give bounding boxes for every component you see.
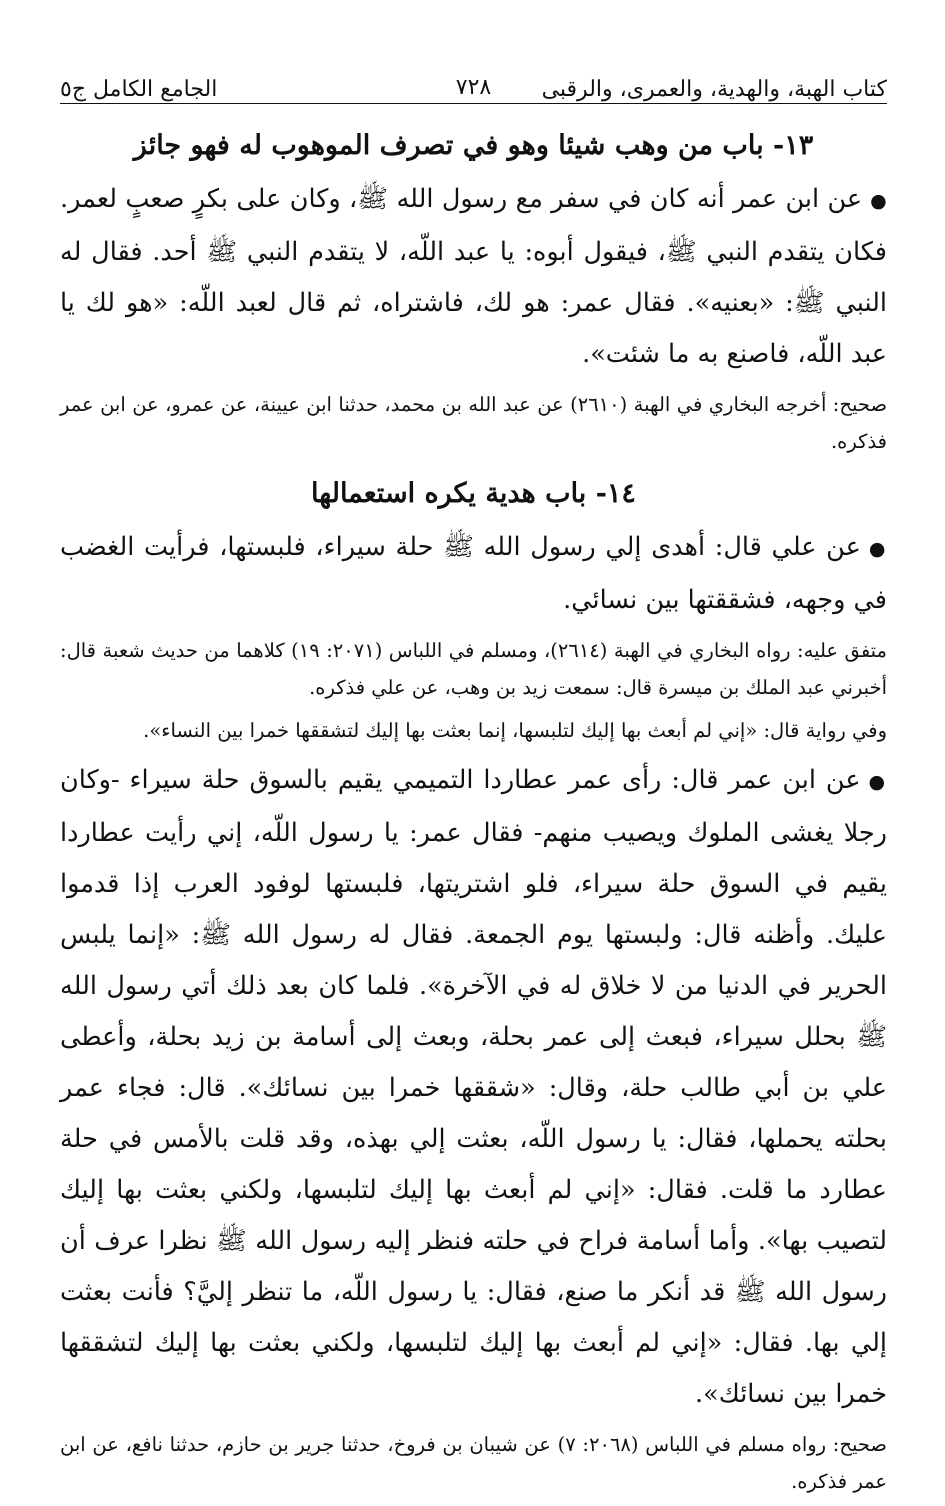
chapter-14-takhrij-1: متفق عليه: رواه البخاري في الهبة (٢٦١٤)، ومسلم في اللباس (٢٠٧١: ١٩) كلاهما من حديث شعبة قال: أخبرني عبد الملك بن ميسرة قال: سمعت زيد بن وهب، عن علي فذكره. xyxy=(60,639,888,699)
hadith-text: عن ابن عمر قال: رأى عمر عطاردا التميمي يقيم بالسوق حلة سيراء -وكان رجلا يغشى الملوك ويصيب منهم- فقال عمر: يا رسول اللّه، إني رأيت عطاردا يقيم في السوق حلة سيراء، فلو اشتريتها، فلبستها لوفود العرب إذا قدموا عليك. وأظنه قال: ولبستها يوم الجمعة. فقال له رسول الله ﷺ: «إنما يلبس الحرير في الدنيا من لا خلاق له في الآخرة». فلما كان بعد ذلك أتي رسول الله ﷺ بحلل سيراء، فبعث إلى عمر بحلة، وبعث إلى أسامة بن زيد بحلة، وأعطى علي بن أبي طالب حلة، وقال: «شققها خمرا بين نسائك». قال: فجاء عمر بحلته يحملها، فقال: يا رسول اللّه، بعثت إلي بهذه، وقد قلت بالأمس في حلة عطارد ما قلت. فقال: «إني لم أبعث بها إليك لتلبسها، ولكني بعثت بها إليك لتصيب بها». وأما أسامة فراح في حلته فنظر إليه رسول الله ﷺ نظرا عرف أن رسول الله ﷺ قد أنكر ما صنع، فقال: يا رسول اللّه، ما تنظر إليَّ؟ فأنت بعثت إلي بها. فقال: «إني لم أبعث بها إليك لتلبسها، ولكني بعثت بها إليك لتشققها خمرا بين نسائك». xyxy=(60,765,887,1409)
header-rule xyxy=(60,103,887,104)
chapter-14-title: ١٤- باب هدية يكره استعمالها xyxy=(311,478,636,509)
chapter-14-hadith-2 xyxy=(60,755,887,1420)
chapter-14-hadith-1 xyxy=(60,522,887,626)
page-content xyxy=(60,118,887,1506)
book-running-title: الجامع الكامل ج٥ xyxy=(60,77,218,102)
bullet-icon: ● xyxy=(870,190,887,212)
page-number: ٧٢٨ xyxy=(455,75,492,100)
chapter-14-takhrij-2: صحيح: رواه مسلم في اللباس (٢٠٦٨: ٧) عن شيبان بن فروخ، حدثنا جرير بن حازم، حدثنا نافع، عن ابن عمر فذكره. xyxy=(60,1433,887,1493)
chapter-13-hadith xyxy=(60,174,887,380)
hadith-text: عن ابن عمر أنه كان في سفر مع رسول الله ﷺ، وكان على بكرٍ صعبٍ لعمر. فكان يتقدم النبي ﷺ، فيقول أبوه: يا عبد اللّه، لا يتقدم النبي ﷺ أحد. فقال له النبي ﷺ: «بعنيه». فقال عمر: هو لك، فاشتراه، ثم قال لعبد اللّه: «هو لك يا عبد اللّه، فاصنع به ما شئت». xyxy=(60,184,887,369)
bullet-icon: ● xyxy=(868,538,887,560)
hadith-text: عن علي قال: أهدى إلي رسول الله ﷺ حلة سيراء، فلبستها، فرأيت الغضب في وجهه، فشققتها بين نسائي. xyxy=(60,532,887,615)
chapter-13-title: ١٣- باب من وهب شيئا وهو في تصرف الموهوب له فهو جائز xyxy=(133,130,814,161)
chapter-13-takhrij: صحيح: أخرجه البخاري في الهبة (٢٦١٠) عن عبد الله بن محمد، حدثنا ابن عيينة، عن عمرو، عن ابن عمر فذكره. xyxy=(60,393,887,453)
bullet-icon: ● xyxy=(868,771,887,793)
page-header xyxy=(60,62,887,102)
chapter-running-title: كتاب الهبة، والهدية، والعمرى، والرقبى xyxy=(541,77,887,102)
chapter-14-riwaya: وفي رواية قال: «إني لم أبعث بها إليك لتلبسها، إنما بعثت بها إليك لتشققها خمرا بين النساء». xyxy=(143,719,887,742)
